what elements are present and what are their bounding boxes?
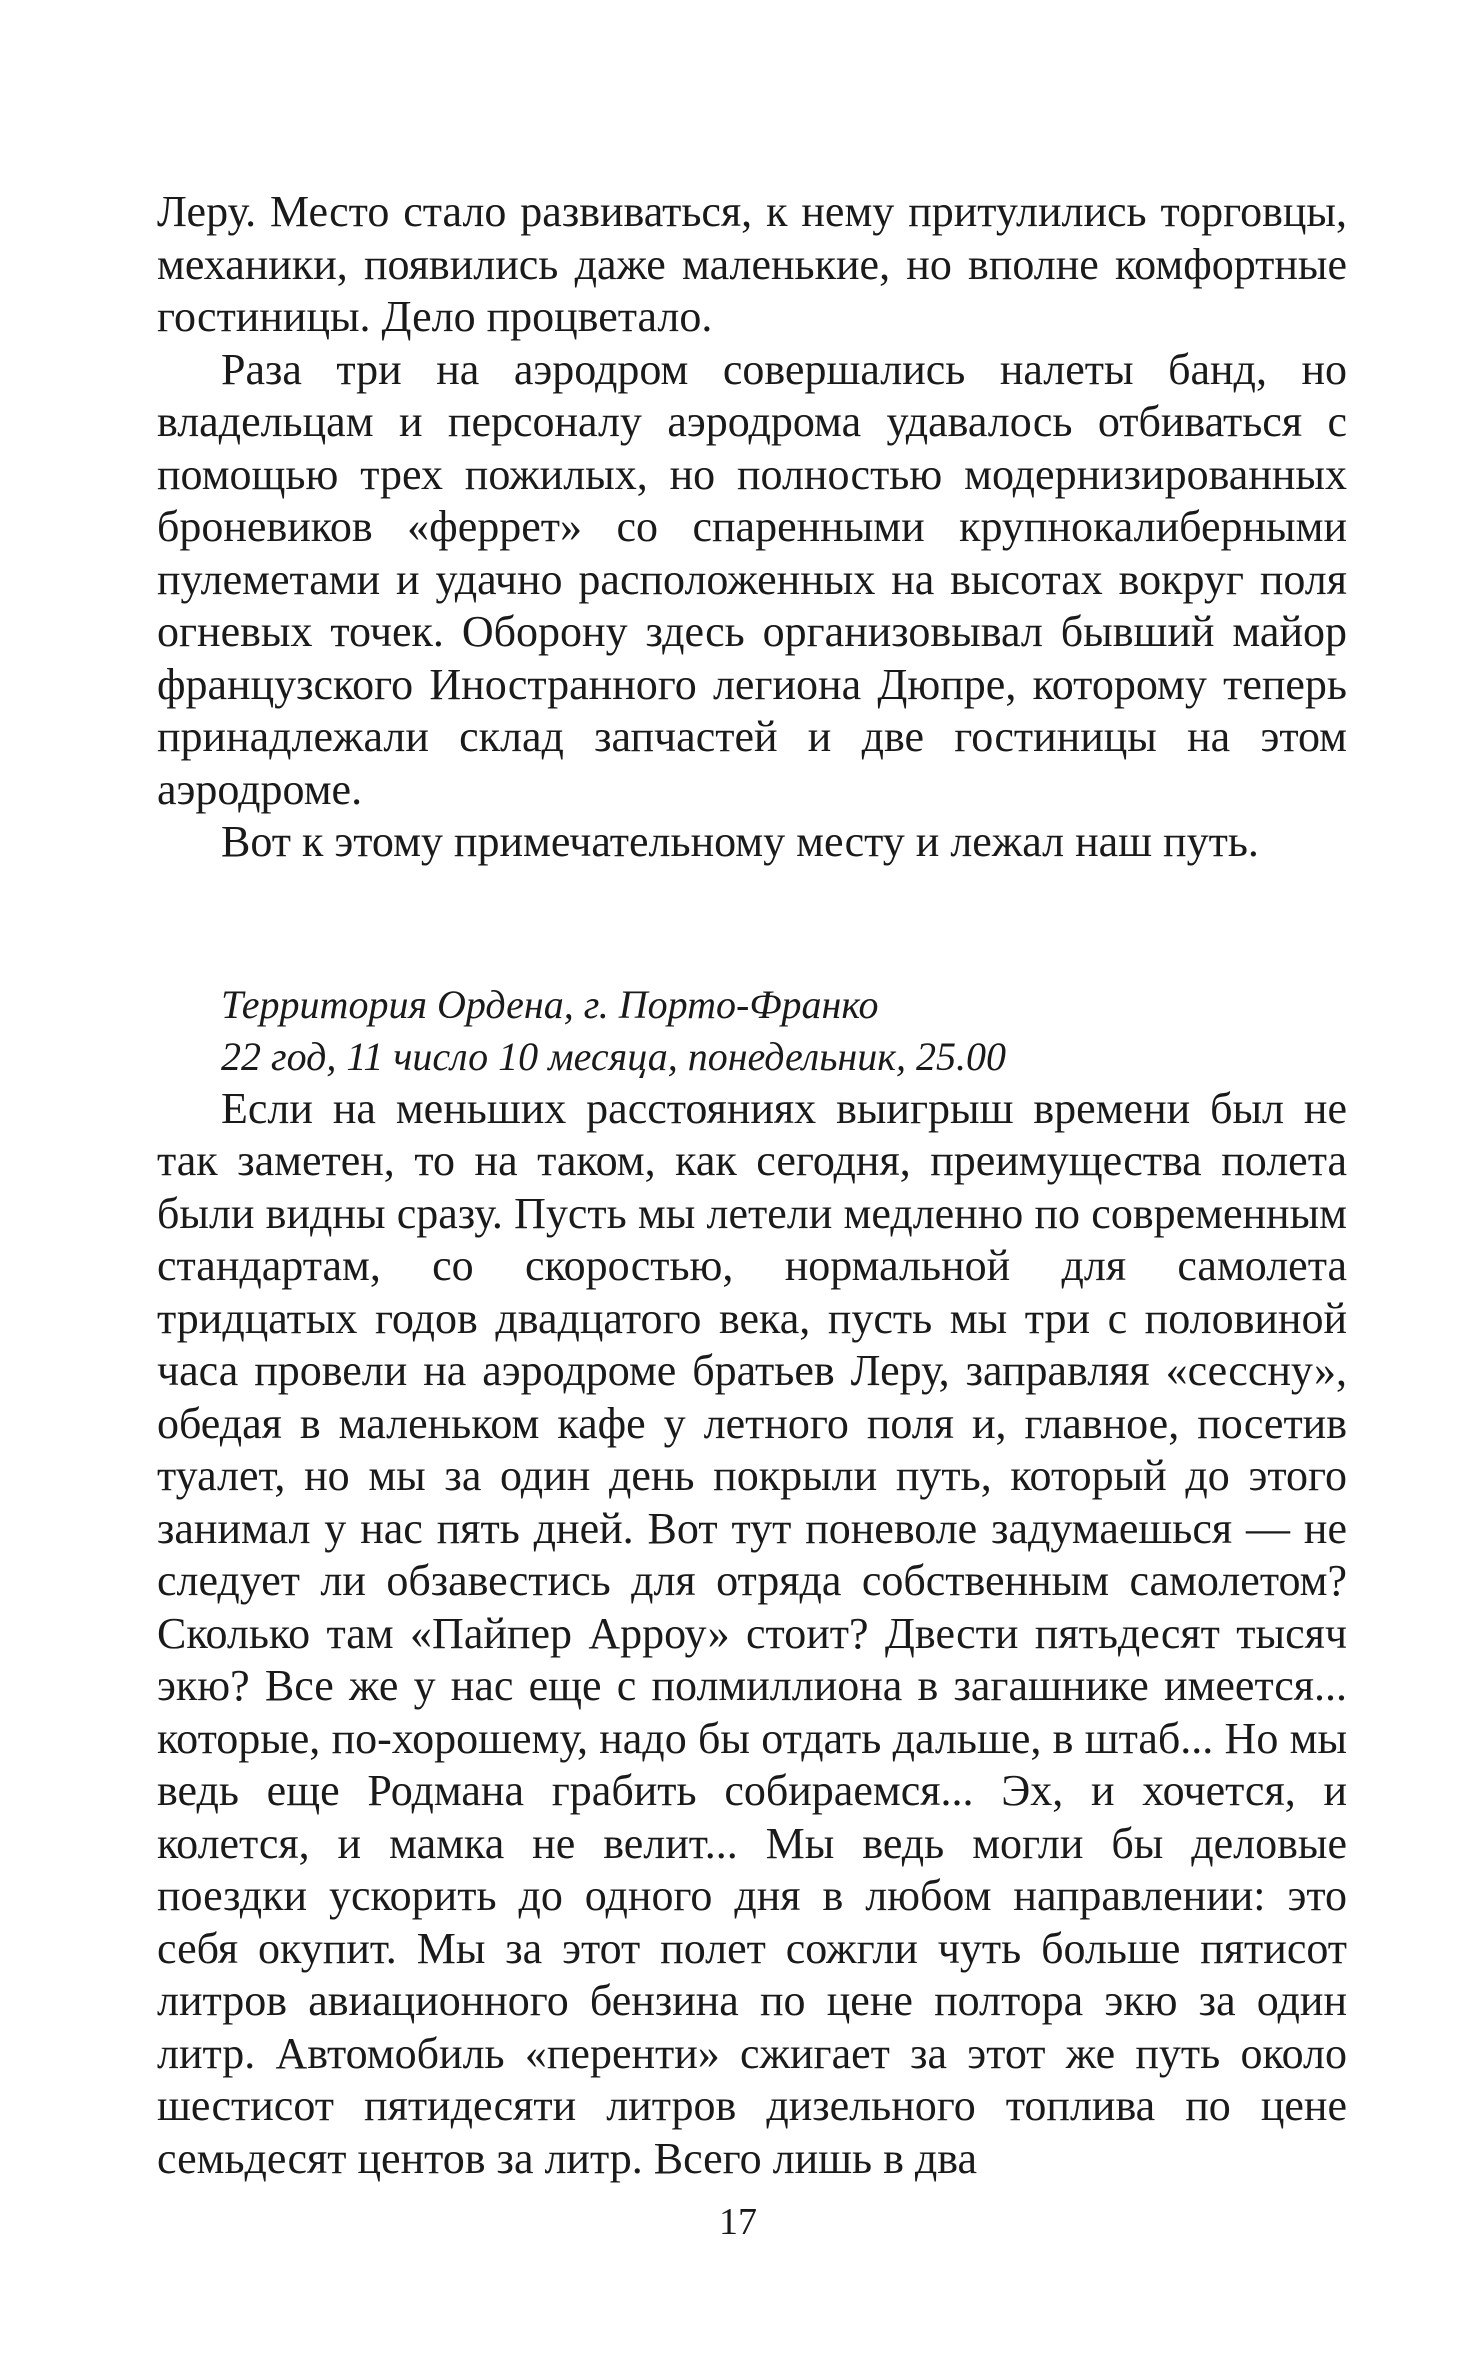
section-heading-location: Территория Ордена, г. Порто-Франко bbox=[221, 981, 879, 1027]
section-heading-date: 22 год, 11 число 10 месяца, понедельник, 25.00 bbox=[221, 1033, 1006, 1079]
paragraph-continuation: Леру. Место стало развиваться, к нему притулились торговцы, механики, появились даже маленькие, но вполне комфортные гостиницы. Дело процветало. bbox=[157, 187, 1347, 341]
paragraph-flight: Если на меньших расстояниях выигрыш времени был не так заметен, то на таком, как сегодня, преимущества полета были видны сразу. Пусть мы летели медленно по современным стандартам, со скоростью, нормальной для самолета тридцатых годов двадцатого века, пусть мы три с половиной часа провели на аэродроме братьев Леру, заправляя «сессну», обедая в маленьком кафе у летного поля и, главное, посетив туалет, но мы за один день покрыли путь, который до этого занимал у нас пять дней. Вот тут поневоле задумаешься — не следует ли обзавестись для отряда собственным самолетом? Сколько там «Пайпер Арроу» стоит? Двести пятьдесят тысяч экю? Все же у нас еще с полмиллиона в загашнике имеется... которые, по-хорошему, надо бы отдать дальше, в штаб... Но мы ведь еще Родмана грабить собираемся... Эх, и хочется, и колется, и мамка не велит... Мы ведь могли бы деловые поездки ускорить до одного дня в любом направлении: это себя окупит. Мы за этот полет сожгли чуть больше пятисот литров авиационного бензина по цене полтора экю за один литр. Автомобиль «перенти» сжигает за этот же путь около шестисот пятидесяти литров дизельного топлива по цене семьдесят центов за литр. Всего лишь в два bbox=[157, 1083, 1347, 2183]
section-break bbox=[157, 869, 1347, 979]
paragraph-raids: Раза три на аэродром совершались налеты банд, но владельцам и персоналу аэродрома удавалось отбиваться с помощью трех пожилых, но полностью модернизированных броневиков «феррет» со спаренными крупнокалиберными пулеметами и удачно расположенных на высотах вокруг поля огневых точек. Оборону здесь организовывал бывший майор французского Иностранного легиона Дюпре, которому теперь принадлежали склад запчастей и две гостиницы на этом аэродроме. bbox=[157, 344, 1347, 814]
page-body bbox=[157, 186, 1347, 2185]
paragraph-destination: Вот к этому примечательному месту и лежал наш путь. bbox=[221, 817, 1259, 866]
page-number: 17 bbox=[719, 2201, 757, 2243]
section-heading bbox=[157, 979, 1347, 1083]
